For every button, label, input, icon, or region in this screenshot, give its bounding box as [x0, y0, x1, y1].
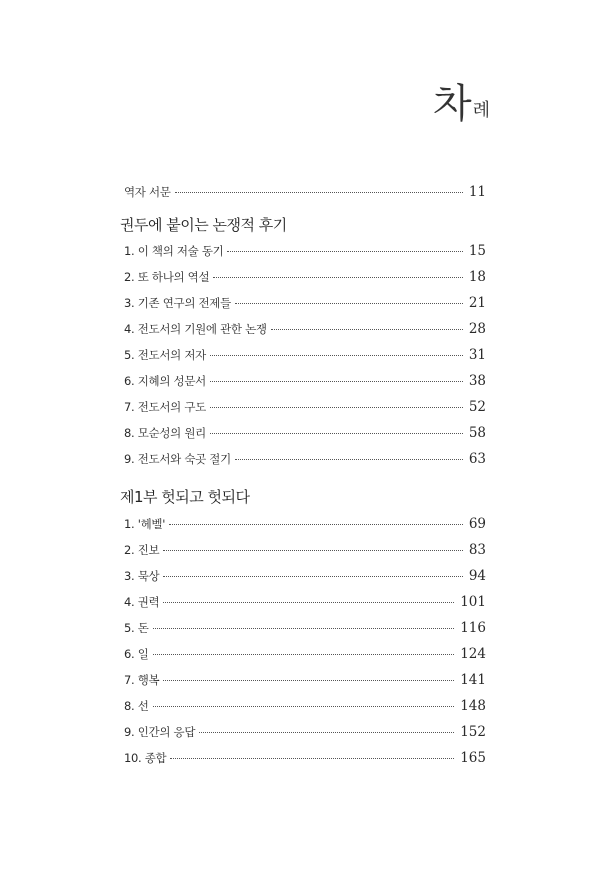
toc-entry[interactable]	[124, 295, 486, 315]
toc-entry[interactable]	[124, 321, 486, 341]
toc-entry-label: 7. 전도서의 구도	[124, 400, 206, 414]
dot-leader	[210, 433, 463, 434]
section-heading-1: 권두에 붙이는 논쟁적 후기	[120, 216, 287, 234]
toc-entry-page: 152	[460, 724, 486, 740]
toc-entry-page: 28	[468, 321, 486, 337]
toc-entry[interactable]	[124, 373, 486, 393]
toc-entry-label: 5. 전도서의 저자	[124, 348, 206, 362]
dot-leader	[199, 732, 454, 733]
dot-leader	[227, 251, 462, 252]
toc-entry-label: 6. 일	[124, 647, 149, 661]
toc-entry-label: 1. '헤벨'	[124, 517, 166, 531]
toc-entry[interactable]	[124, 399, 486, 419]
dot-leader	[210, 381, 463, 382]
toc-entry-label: 역자 서문	[124, 185, 171, 199]
page-title	[432, 81, 490, 127]
toc-entry-page: 148	[460, 698, 486, 714]
toc-entry-page: 18	[468, 269, 486, 285]
toc-entry[interactable]	[124, 542, 486, 562]
dot-leader	[153, 654, 455, 655]
dot-leader	[235, 303, 463, 304]
toc-entry-label: 9. 전도서와 숙곳 절기	[124, 452, 231, 466]
dot-leader	[163, 550, 462, 551]
dot-leader	[169, 524, 463, 525]
toc-entry-page: 38	[468, 373, 486, 389]
toc-entry-page: 69	[468, 516, 486, 532]
dot-leader	[235, 459, 463, 460]
toc-entry-page: 58	[468, 425, 486, 441]
toc-entry[interactable]	[124, 750, 486, 770]
toc-entry-label: 2. 진보	[124, 543, 160, 557]
toc-entry-page: 52	[468, 399, 486, 415]
toc-entry[interactable]	[124, 516, 486, 536]
toc-entry-label: 6. 지혜의 성문서	[124, 374, 206, 388]
dot-leader	[175, 192, 463, 193]
toc-entry-page: 21	[468, 295, 486, 311]
toc-entry-label: 10. 종합	[124, 751, 167, 765]
toc-entry-label: 8. 모순성의 원리	[124, 426, 206, 440]
toc-entry-label: 4. 권력	[124, 595, 160, 609]
dot-leader	[210, 355, 463, 356]
toc-entry-label: 8. 선	[124, 699, 149, 713]
toc-entry-label: 3. 묵상	[124, 569, 160, 583]
title-small-char: 례	[472, 100, 490, 121]
toc-entry[interactable]	[124, 269, 486, 289]
dot-leader	[153, 706, 455, 707]
toc-entry-page: 165	[460, 750, 486, 766]
toc-entry-label: 3. 기존 연구의 전제들	[124, 296, 231, 310]
toc-entry-label: 9. 인간의 응답	[124, 725, 196, 739]
toc-entry-page: 94	[468, 568, 486, 584]
toc-entry-page: 116	[460, 620, 486, 636]
section-heading-2: 제1부 헛되고 헛되다	[120, 488, 250, 506]
dot-leader	[213, 277, 463, 278]
dot-leader	[163, 680, 454, 681]
toc-entry[interactable]	[124, 568, 486, 588]
dot-leader	[271, 329, 463, 330]
toc-entry-page: 83	[468, 542, 486, 558]
toc-entry[interactable]	[124, 672, 486, 692]
toc-entry[interactable]	[124, 620, 486, 640]
toc-entry[interactable]	[124, 243, 486, 263]
toc-entry-page: 31	[468, 347, 486, 363]
toc-entry[interactable]	[124, 646, 486, 666]
toc-entry[interactable]	[124, 347, 486, 367]
toc-entry[interactable]	[124, 594, 486, 614]
toc-entry-label: 7. 행복	[124, 673, 160, 687]
toc-entry[interactable]	[124, 724, 486, 744]
toc-entry-page: 15	[468, 243, 486, 259]
toc-entry-page: 141	[460, 672, 486, 688]
toc-entry-label: 1. 이 책의 저술 동기	[124, 244, 224, 258]
dot-leader	[170, 758, 454, 759]
toc-entry-label: 5. 돈	[124, 621, 149, 635]
toc-entry-page: 63	[468, 451, 486, 467]
toc-entry-preface[interactable]	[124, 184, 486, 204]
dot-leader	[153, 628, 455, 629]
dot-leader	[210, 407, 463, 408]
toc-entry[interactable]	[124, 698, 486, 718]
toc-entry[interactable]	[124, 451, 486, 471]
toc-entry-label: 4. 전도서의 기원에 관한 논쟁	[124, 322, 267, 336]
toc-entry-page: 124	[460, 646, 486, 662]
dot-leader	[163, 602, 454, 603]
title-big-char: 차	[432, 81, 471, 127]
dot-leader	[163, 576, 462, 577]
toc-entry-page: 101	[460, 594, 486, 610]
toc-entry-page: 11	[468, 184, 486, 200]
toc-entry[interactable]	[124, 425, 486, 445]
toc-entry-label: 2. 또 하나의 역설	[124, 270, 210, 284]
